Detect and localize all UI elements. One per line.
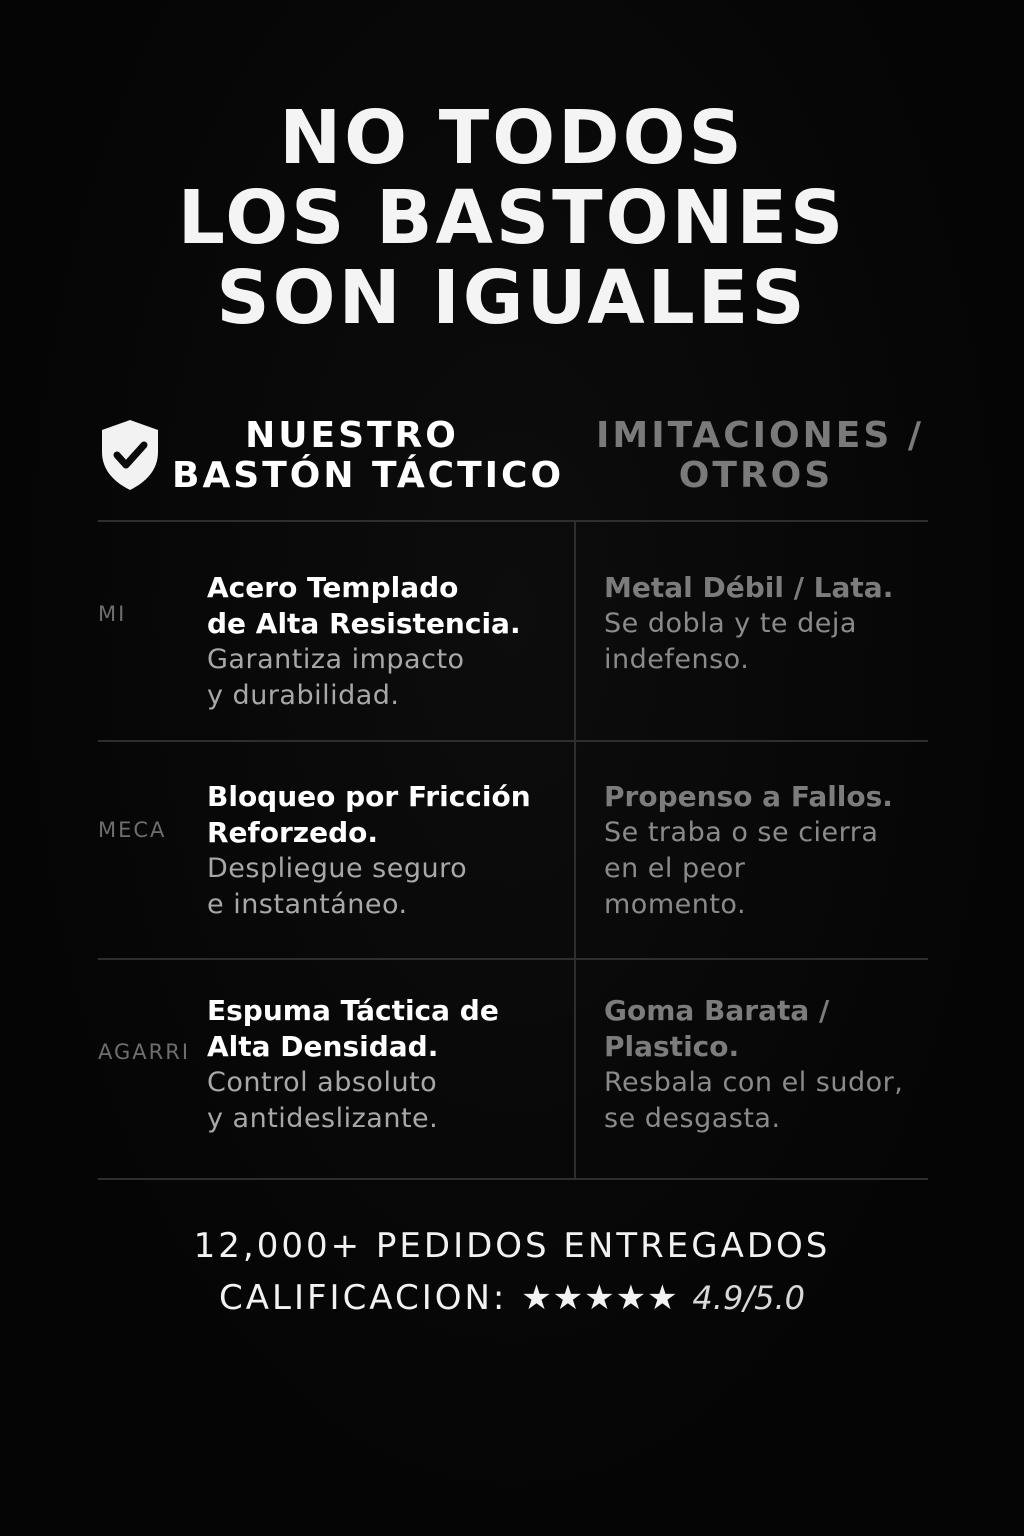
row-2-ours-title-2: Reforzedo. xyxy=(207,816,378,849)
row-1-theirs-desc-1: Se dobla y te deja xyxy=(604,608,857,639)
headline-line-2: LOS BASTONES xyxy=(177,175,847,261)
row-2-ours-cell xyxy=(207,779,531,923)
row-2-theirs-desc-2: en el peor xyxy=(604,853,746,884)
row-label-mechanism: MECA xyxy=(98,818,167,842)
row-1-theirs-desc-2: indefenso. xyxy=(604,644,750,675)
row-1-ours-title-2: de Alta Resistencia. xyxy=(207,607,521,640)
row-3-theirs-desc-2: se desgasta. xyxy=(604,1103,781,1134)
divider-vertical xyxy=(574,522,576,1178)
shield-check-icon xyxy=(98,418,162,492)
row-3-theirs-cell xyxy=(604,993,903,1137)
row-3-ours-title-2: Alta Densidad. xyxy=(207,1030,439,1063)
rating-value: 4.9/5.0 xyxy=(692,1279,805,1317)
row-2-theirs-desc-3: momento. xyxy=(604,889,747,920)
row-2-ours-desc-1: Despliegue seguro xyxy=(207,853,468,884)
column-header-theirs xyxy=(596,415,924,496)
column-header-theirs-line-1: IMITACIONES / xyxy=(596,415,924,456)
row-3-ours-title-1: Espuma Táctica de xyxy=(207,994,499,1027)
row-2-theirs-title-1: Propenso a Fallos. xyxy=(604,780,893,813)
rating-stars-icon: ★★★★★ xyxy=(521,1278,679,1318)
rating-label: CALIFICACION: xyxy=(219,1278,508,1318)
rating-stat xyxy=(0,1278,1024,1318)
row-3-ours-desc-1: Control absoluto xyxy=(207,1067,438,1098)
row-1-ours-desc-2: y durabilidad. xyxy=(207,680,400,711)
row-1-theirs-cell xyxy=(604,570,893,678)
column-header-ours xyxy=(172,415,565,496)
row-2-theirs-desc-1: Se traba o se cierra xyxy=(604,817,879,848)
row-3-ours-desc-2: y antideslizante. xyxy=(207,1103,439,1134)
row-3-theirs-title-1: Goma Barata / xyxy=(604,994,830,1027)
row-1-theirs-title-1: Metal Débil / Lata. xyxy=(604,571,894,604)
column-header-ours-line-1: NUESTRO xyxy=(245,415,459,456)
row-3-theirs-title-2: Plastico. xyxy=(604,1030,740,1063)
row-3-ours-cell xyxy=(207,993,499,1137)
row-label-material: MI xyxy=(98,602,127,626)
row-3-theirs-desc-1: Resbala con el sudor, xyxy=(604,1067,904,1098)
row-1-ours-title-1: Acero Templado xyxy=(207,571,459,604)
divider-bottom xyxy=(98,1178,928,1180)
divider-header xyxy=(98,520,928,522)
divider-row-1 xyxy=(98,740,928,742)
row-label-grip: AGARRI xyxy=(98,1040,191,1064)
headline xyxy=(0,95,1024,341)
orders-stat: 12,000+ PEDIDOS ENTREGADOS xyxy=(193,1226,831,1266)
divider-row-2 xyxy=(98,958,928,960)
row-2-ours-desc-2: e instantáneo. xyxy=(207,889,408,920)
row-1-ours-cell xyxy=(207,570,521,714)
row-2-ours-title-1: Bloqueo por Fricción xyxy=(207,780,531,813)
row-1-ours-desc-1: Garantiza impacto xyxy=(207,644,465,675)
headline-line-1: NO TODOS xyxy=(279,95,745,181)
column-header-theirs-line-2: OTROS xyxy=(678,455,834,496)
column-header-ours-line-2: BASTÓN TÁCTICO xyxy=(172,455,565,496)
row-2-theirs-cell xyxy=(604,779,893,923)
headline-line-3: SON IGUALES xyxy=(216,255,808,341)
